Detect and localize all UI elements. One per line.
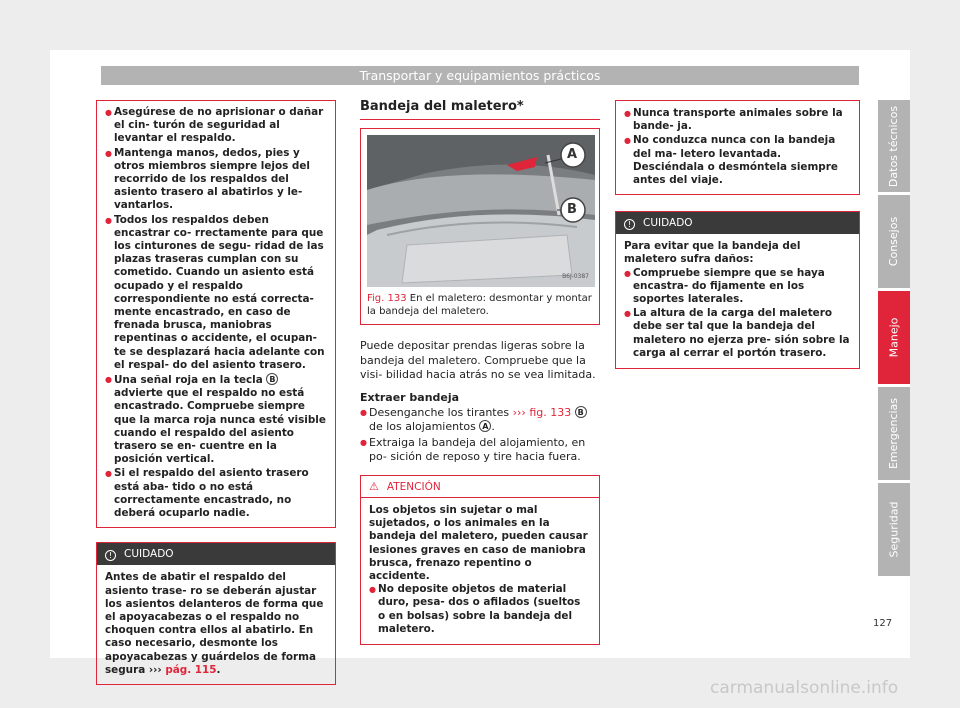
- atencion-bullet: ● No deposite objetos de material duro, pesa- dos o afilados (sueltos o en bolsas) sobre la bandeja del maletero.: [369, 583, 591, 636]
- tab-seguridad[interactable]: Seguridad: [878, 483, 910, 576]
- warning-bullet: ● Nunca transporte animales sobre la bande- ja.: [624, 107, 851, 133]
- key-a-badge: A: [479, 420, 491, 432]
- atencion-header: ⚠ ATENCIÓN: [361, 476, 599, 498]
- trunk-drawing: [367, 135, 595, 287]
- warning-bullets: [105, 106, 327, 520]
- info-icon: !: [624, 219, 635, 230]
- page-number: 127: [873, 618, 893, 629]
- atencion-box: [360, 475, 600, 645]
- key-b-badge: B: [575, 406, 587, 418]
- warning-bullets: [624, 107, 851, 187]
- key-b-badge: B: [266, 373, 278, 385]
- tab-emergencias[interactable]: Emergencias: [878, 387, 910, 480]
- atencion-bullets: [369, 583, 591, 636]
- figure-caption: Fig. 133 En el maletero: desmontar y montar la bandeja del maletero.: [367, 293, 592, 317]
- cuidado-body: Para evitar que la bandeja del maletero sufra daños: ● Compruebe siempre que se haya encastra- do fijamente en los soportes laterales. ● La altura de la carga del maletero debe ser tal que la bandeja del maletero no ejerza pre- sión sobre la carga al cerrar el portón trasero.: [616, 234, 859, 368]
- trunk-illustration: [367, 135, 595, 287]
- warning-continuation-box: [96, 100, 336, 528]
- tab-datos-tecnicos[interactable]: Datos técnicos: [878, 100, 910, 192]
- info-icon: !: [105, 550, 116, 561]
- warning-bullet: ● No conduzca nunca con la bandeja del ma- letero levantada. Desciéndala o desmóntela siempre antes del viaje.: [624, 134, 851, 187]
- cuidado-bullet: ● La altura de la carga del maletero debe ser tal que la bandeja del maletero no ejerza pre- sión sobre la carga al cerrar el portón trasero.: [624, 307, 851, 360]
- warning-bullet: ● Si el respaldo del asiento trasero está aba- tido o no está correctamente encastrado, no deberá ocuparlo nadie.: [105, 467, 327, 520]
- section-title: Bandeja del maletero*: [360, 100, 600, 120]
- cuidado-box: [96, 542, 336, 685]
- cuidado-header: ! CUIDADO: [97, 543, 335, 565]
- watermark: carmanualsonline.info: [710, 678, 899, 698]
- cuidado-bullets: [624, 267, 851, 360]
- label-a-callout: A: [567, 147, 578, 163]
- cuidado-box: [615, 211, 860, 369]
- warning-bullet: ● Asegúrese de no aprisionar o dañar el cin- turón de seguridad al levantar el respaldo.: [105, 106, 327, 146]
- figure-133: [360, 128, 600, 325]
- steps-list: [360, 406, 600, 465]
- column-2: [360, 100, 600, 645]
- warning-continuation-box: [615, 100, 860, 195]
- tab-consejos[interactable]: Consejos: [878, 195, 910, 288]
- fig-133-link[interactable]: fig. 133: [529, 405, 572, 419]
- subheading-extraer: Extraer bandeja: [360, 390, 460, 404]
- intro-paragraph: Puede depositar prendas ligeras sobre la bandeja del maletero. Compruebe que la visi- bilidad hacia atrás no se vea limitada.: [360, 339, 596, 382]
- label-b-callout: B: [567, 202, 577, 218]
- running-header: Transportar y equipamientos prácticos: [101, 66, 859, 85]
- atencion-body: Los objetos sin sujetar o mal sujetados, o los animales en la bandeja del maletero, pueden causar lesiones graves en caso de maniobra brusca, frenazo repentino o accidente. ● No deposite objetos de material duro, pesa- dos o afilados (sueltos o en bolsas) sobre la bandeja del maletero.: [361, 498, 599, 644]
- cuidado-header: ! CUIDADO: [616, 212, 859, 234]
- side-tabs: [878, 100, 910, 579]
- figure-code: B6J-0387: [562, 273, 589, 280]
- warning-triangle-icon: ⚠: [369, 479, 379, 493]
- tab-manejo[interactable]: Manejo: [878, 291, 910, 384]
- column-1: [96, 100, 336, 685]
- page-115-link[interactable]: pág. 115: [165, 663, 217, 676]
- step-item: ● Extraiga la bandeja del alojamiento, en po- sición de reposo y tire hacia fuera.: [360, 436, 600, 465]
- step-item: ● Desenganche los tirantes ››› fig. 133 B de los alojamientos A .: [360, 406, 600, 435]
- cuidado-bullet: ● Compruebe siempre que se haya encastra- do fijamente en los soportes laterales.: [624, 267, 851, 307]
- column-3: [615, 100, 860, 369]
- cuidado-body: Antes de abatir el respaldo del asiento trase- ro se deberán ajustar los asientos delanteros de forma que el apoyacabezas o el respaldo no choquen contra ellos al abatirlo. En caso necesario, desmonte los apoyacabezas y guárdelos de forma segura ››› pág. 115.: [105, 571, 324, 676]
- warning-bullet: ● Una señal roja en la tecla B advierte que el respaldo no está encastrado. Compruebe siempre que la marca roja nunca esté visible cuando el respaldo del asiento trasero se en- cuentre en la posición vertical.: [105, 373, 327, 466]
- warning-bullet: ● Mantenga manos, dedos, pies y otros miembros siempre lejos del recorrido de los respaldos del asiento trasero al abatirlos y le- vantarlos.: [105, 147, 327, 213]
- warning-bullet: ● Todos los respaldos deben encastrar co- rrectamente para que los cinturones de segu- ridad de las plazas traseras cumplan con su cometido. Cuando un asiento está ocupado y el respaldo correspondiente no está correcta- mente encastrado, en caso de frenada brusca, maniobras repentinas o accidente, el ocupan- te se desplazará hacia adelante con el respal- do del asiento trasero.: [105, 214, 327, 372]
